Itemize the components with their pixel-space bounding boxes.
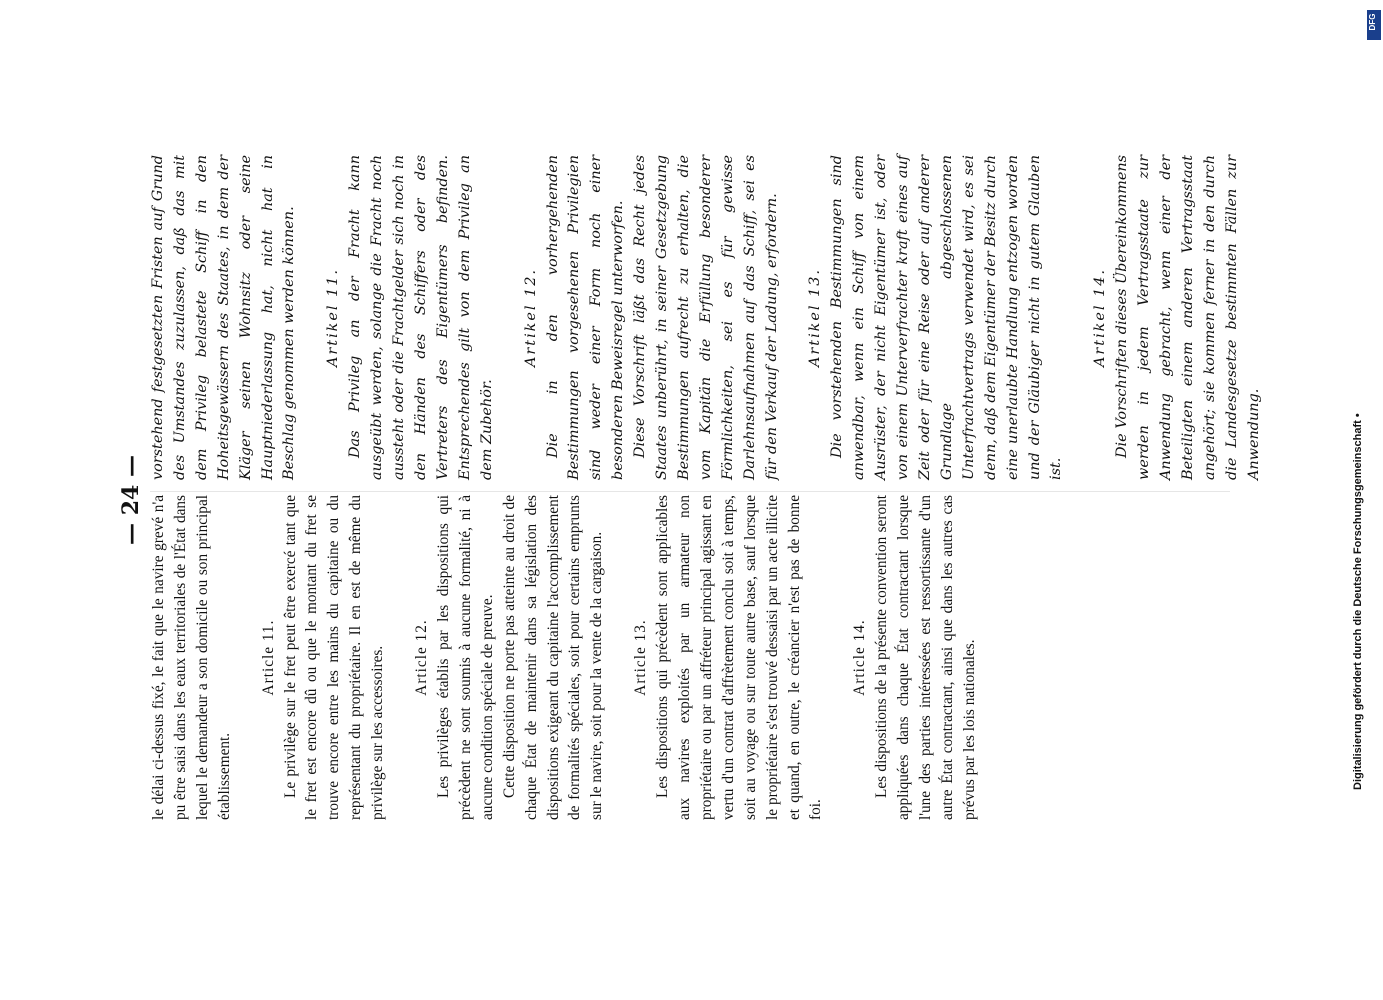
digitization-credit: Digitalisierung gefördert durch die Deutsche Forschungsgemeinschaft • bbox=[1352, 413, 1364, 790]
column-divider bbox=[150, 491, 1230, 492]
german-article-12-heading: Artikel 12. bbox=[522, 268, 539, 367]
german-article-14-text: Die Vorschriften dieses Übereinkommens werden in jedem Vertragsstaate zur Anwendung gebracht, wenn einer der Beteiligten einem anderen Vertragsstaat angehört; sie kommen ferner in den durch die Landesgesetze bestimmten Fällen zur Anwendung. bbox=[1114, 155, 1262, 480]
german-intro: vorstehend festgesetzten Fristen auf Grund des Umstandes zuzulassen, daß das mit dem Privileg belastete Schiff in den Hoheitsgewässern des Staates, in dem der Kläger seinen Wohnsitz oder seine Hauptniederlassung hat, nicht hat in Beschlag genommen werden können. bbox=[150, 155, 298, 480]
german-article-13-heading: Artikel 13. bbox=[807, 268, 824, 367]
german-article-12-text-1: Die in den vorhergehenden Bestimmungen vorgesehenen Privilegien sind weder einer Form noch einer besonderen Beweisregel unterworfen. bbox=[544, 155, 627, 480]
dfg-logo bbox=[1367, 10, 1381, 40]
german-article-11-text: Das Privileg an der Fracht kann ausgeübt werden, solange die Fracht noch aussteht oder die Frachtgelder sich noch in den Händen des Schiffers oder des Vertreters des Eigentümers befinden. Entsprechendes gilt von dem Privileg an dem Zubehör. bbox=[347, 155, 495, 480]
french-article-12-heading: Article 12. bbox=[413, 619, 431, 696]
french-article-12-text-2: Cette disposition ne porte pas atteinte au droit de chaque État de maintenir dans sa législation des dispositions exigeant du capitaine l'accomplissement de formalités spéciales, soit pour certains emprunts sur le navire, soit pour la vente de la cargaison. bbox=[500, 495, 606, 820]
french-article-13-heading: Article 13. bbox=[632, 619, 650, 696]
german-article-14-heading: Artikel 14. bbox=[1092, 268, 1109, 367]
french-article-14-heading: Article 14. bbox=[851, 619, 869, 696]
german-column bbox=[148, 155, 1266, 480]
page-number: — 24 — bbox=[118, 455, 144, 545]
french-article-11-heading: Article 11. bbox=[259, 619, 277, 696]
german-article-11-heading: Artikel 11. bbox=[325, 268, 342, 367]
german-article-12-text-2: Diese Vorschrift läßt das Recht jedes Staates unberührt, in seiner Gesetzgebung Bestimmungen aufrecht zu erhalten, die vom Kapitän die Erfüllung besonderer Förmlichkeiten, sei es für gewisse Darlehnsaufnahmen auf das Schiff, sei es für den Verkauf der Ladung, erfordern. bbox=[632, 155, 780, 480]
french-article-14-text: Les dispositions de la présente convention seront appliquées dans chaque État contractant lorsque l'une des parties intéressées est ressortissante d'un autre État contractant, ainsi que dans les autres cas prévus par les lois nationales. bbox=[873, 495, 978, 820]
french-intro: le délai ci-dessus fixé, le fait que le navire grevé n'a pu être saisi dans les eaux territoriales de l'État dans lequel le demandeur a son domicile ou son principal établissement. bbox=[150, 495, 233, 820]
french-article-12-text-1: Les privilèges établis par les dispositions qui précèdent ne sont soumis à aucune formalité, ni à aucune condition spéciale de preuve. bbox=[434, 495, 496, 820]
french-article-13-text: Les dispositions qui précèdent sont applicables aux navires exploités par un armateur non propriétaire ou par un affréteur principal agissant en vertu d'un contrat d'affrètement conclu soit à temps, soit au voyage ou sur toute autre base, sauf lorsque le propriétaire s'est trouvé dessaisi par un acte illicite et quand, en outre, le créancier n'est pas de bonne foi. bbox=[654, 495, 825, 820]
french-column bbox=[148, 495, 981, 820]
french-article-11-text: Le privilège sur le fret peut être exercé tant que le fret est encore dû ou que le montant du fret se trouve encore entre les mains du capitaine ou du représentant du propriétaire. Il en est de même du privilège sur les accessoires. bbox=[281, 495, 387, 820]
dfg-logo-text: DFG bbox=[1368, 13, 1377, 31]
german-article-13-text: Die vorstehenden Bestimmungen sind anwendbar, wenn ein Schiff von einem Ausrüster, der nicht Eigentümer ist, oder von einem Unterverfrachter kraft eines auf Zeit oder für eine Reise oder auf anderer Grundlage abgeschlossenen Unterfrachtvertrags verwendet wird, es sei denn, daß dem Eigentümer der Besitz durch eine unerlaubte Handlung entzogen worden und der Gläubiger nicht in gutem Glauben ist. bbox=[829, 155, 1065, 480]
